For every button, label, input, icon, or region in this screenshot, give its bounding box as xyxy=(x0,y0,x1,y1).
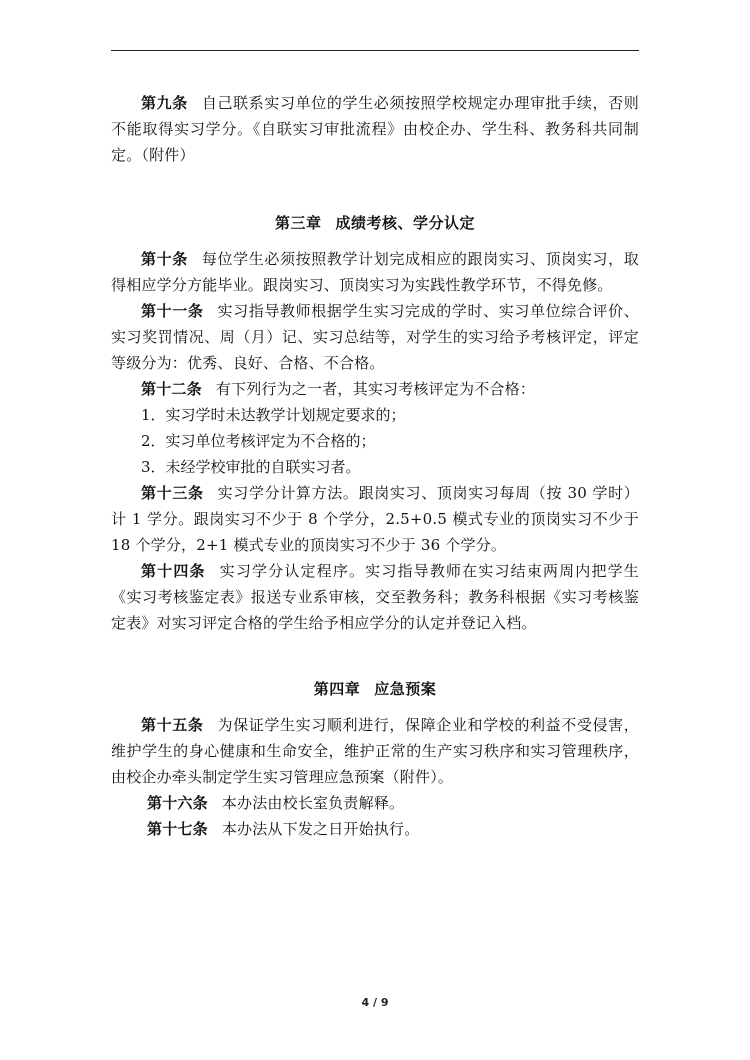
article-text: 为保证学生实习顺利进行，保障企业和学校的利益不受侵害，维护学生的身心健康和生命安全，维护正常的生产实习秩序和实习管理秩序，由校企办牵头制定学生实习管理应急预案（附件）。 xyxy=(111,716,639,786)
article-label: 第十三条 xyxy=(141,484,204,502)
article-10 xyxy=(111,246,639,298)
article-12-item-3: 3．未经学校审批的自联实习者。 xyxy=(141,458,361,476)
chapter-number: 第三章 xyxy=(274,214,322,232)
article-17 xyxy=(111,816,639,842)
article-label: 第十五条 xyxy=(141,716,204,734)
chapter-number: 第四章 xyxy=(313,680,361,698)
article-11 xyxy=(111,298,639,376)
article-text: 实习学分计算方法。跟岗实习、顶岗实习每周（按 30 学时）计 1 学分。跟岗实习不少于 8 个学分，2.5+0.5 模式专业的顶岗实习不少于 18 个学分，2+1 模式专业的顶岗实习不少于 36 个学分。 xyxy=(111,484,639,554)
article-text: 本办法从下发之日开始执行。 xyxy=(221,820,420,838)
page-number: 4 / 9 xyxy=(361,996,389,1009)
chapter-4-heading xyxy=(111,676,639,702)
article-12-item-1: 1．实习学时未达教学计划规定要求的； xyxy=(141,406,406,424)
article-9 xyxy=(111,90,639,168)
chapter-title: 应急预案 xyxy=(374,680,437,698)
chapter-3-heading xyxy=(111,210,639,236)
article-label: 第十一条 xyxy=(141,302,204,320)
article-12-item-2: 2．实习单位考核评定为不合格的； xyxy=(141,432,376,450)
article-13 xyxy=(111,480,639,558)
header-rule xyxy=(111,50,639,51)
article-label: 第九条 xyxy=(141,94,188,112)
article-15 xyxy=(111,712,639,790)
chapter-title: 成绩考核、学分认定 xyxy=(335,214,476,232)
article-text: 实习指导教师根据学生实习完成的学时、实习单位综合评价、实习奖罚情况、周（月）记、实习总结等，对学生的实习给予考核评定，评定等级分为：优秀、良好、合格、不合格。 xyxy=(111,302,639,372)
article-label: 第十七条 xyxy=(147,820,208,838)
article-label: 第十四条 xyxy=(141,562,206,580)
article-label: 第十条 xyxy=(141,250,188,268)
article-14 xyxy=(111,558,639,636)
article-text: 有下列行为之一者，其实习考核评定为不合格： xyxy=(215,380,536,398)
article-text: 本办法由校长室负责解释。 xyxy=(221,794,405,812)
article-text: 实习学分认定程序。实习指导教师在实习结束两周内把学生《实习考核鉴定表》报送专业系审核，交至教务科；教务科根据《实习考核鉴定表》对实习评定合格的学生给予相应学分的认定并登记入档。 xyxy=(111,562,639,632)
article-text: 自己联系实习单位的学生必须按照学校规定办理审批手续，否则不能取得实习学分。《自联实习审批流程》由校企办、学生科、教务科共同制定。（附件） xyxy=(111,94,639,164)
document-body xyxy=(111,90,639,842)
article-text: 每位学生必须按照教学计划完成相应的跟岗实习、顶岗实习，取得相应学分方能毕业。跟岗实习、顶岗实习为实践性教学环节，不得免修。 xyxy=(111,250,639,294)
article-16 xyxy=(111,790,639,816)
article-12 xyxy=(111,376,639,402)
article-label: 第十六条 xyxy=(147,794,208,812)
article-label: 第十二条 xyxy=(141,380,202,398)
